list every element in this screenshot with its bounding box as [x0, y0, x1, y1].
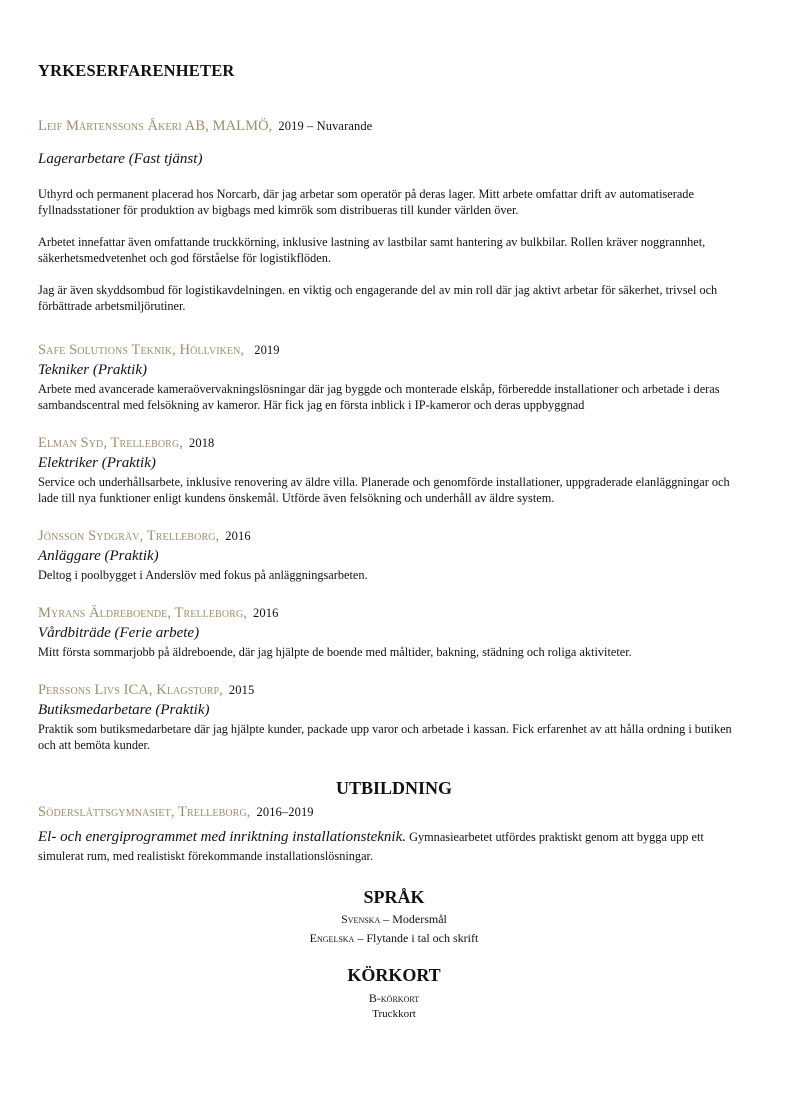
company-name: Safe Solutions Teknik, Höllviken, [38, 342, 245, 358]
job-description: Jag är även skyddsombud för logistikavdelningen. en viktig och engagerande del av min roll där jag aktivt arbetar för säkerhet, trivsel och förbättrade arbetsmiljörutiner. [38, 283, 718, 313]
language-item [38, 931, 750, 946]
education-program: El- och energiprogrammet med inriktning installationsteknik. [38, 829, 406, 845]
job-company [38, 435, 750, 452]
job-company [38, 342, 750, 359]
job-company [38, 682, 750, 699]
job-entry [38, 605, 750, 660]
job-role: Tekniker (Praktik) [38, 362, 147, 378]
language-level: – Flytande i tal och skrift [357, 931, 479, 945]
education-heading: UTBILDNING [335, 778, 453, 798]
job-year: 2019 [254, 343, 280, 357]
job-description: Arbetet innefattar även omfattande truckkörning, inklusive lastning av lastbilar samt hantering av bulkbilar. Rollen kräver noggrannhet, säkerhetsmedvetenhet och god förståelse för logistikflöden. [38, 235, 706, 265]
job-entry [38, 528, 750, 583]
company-name: Jönsson Sydgräv, Trelleborg, [38, 528, 220, 544]
job-year: 2018 [189, 436, 215, 450]
education-entry [38, 804, 750, 866]
license-item: B-körkort [368, 991, 420, 1005]
experience-heading: YRKESERFARENHETER [38, 61, 235, 80]
job-company [38, 118, 750, 135]
language-item [38, 912, 750, 927]
job-description: Service och underhållsarbete, inklusive renovering av äldre villa. Planerade och genomförde installationer, uppgraderade elanläggningar och lade till nya funktioner enligt kundens önskemål. Utförde även felsökning och underhåll av äldre system. [38, 475, 730, 505]
job-year: 2016 [253, 606, 279, 620]
company-name: Perssons Livs ICA, Klagstorp, [38, 682, 223, 698]
job-year: 2015 [228, 683, 255, 697]
job-entry [38, 682, 750, 753]
job-role: Lagerarbetare (Fast tjänst) [38, 151, 203, 167]
language-level: – Modersmål [383, 912, 447, 926]
languages-heading: SPRÅK [363, 887, 425, 907]
job-description: Arbete med avancerade kameraövervakningslösningar där jag byggde och monterade elskåp, förberedde installationer och arbetade i deras sambandscentral med felsökning av kameror. Här fick jag en första inblick i IP-kameror och deras uppbyggnad [38, 382, 720, 412]
school-name: Söderslättsgymnasiet, Trelleborg, [38, 804, 251, 820]
job-company [38, 605, 750, 622]
job-role: Vårdbiträde (Ferie arbete) [38, 625, 200, 641]
license-heading: KÖRKORT [347, 965, 441, 985]
job-company [38, 528, 750, 545]
education-years: 2016–2019 [256, 805, 314, 819]
education-description [38, 828, 750, 866]
company-name: Elman Syd, Trelleborg, [38, 435, 183, 451]
job-year: 2019 – Nuvarande [278, 119, 373, 133]
job-description: Mitt första sommarjobb på äldreboende, där jag hjälpte de boende med måltider, bakning, städning och roliga aktiviteter. [38, 645, 632, 659]
education-details: Gymnasiearbetet utfördes praktiskt genom att bygga upp ett simulerat rum, med realistiskt förekommande installationslösningar. [38, 830, 704, 863]
company-name: Leif Mårtenssons Åkeri AB, MALMÖ, [38, 118, 273, 134]
job-role: Butiksmedarbetare (Praktik) [38, 702, 210, 718]
job-role: Elektriker (Praktik) [38, 455, 156, 471]
job-entry [38, 435, 750, 506]
job-description: Praktik som butiksmedarbetare där jag hjälpte kunder, packade upp varor och arbetade i kassan. Fick erfarenhet av att hålla ordning i butiken och att bemöta kunder. [38, 722, 732, 752]
language-name: Svenska [341, 912, 381, 926]
job-role: Anläggare (Praktik) [38, 548, 159, 564]
language-name: Engelska [309, 931, 355, 945]
school [38, 804, 750, 821]
job-entry [38, 118, 750, 314]
job-entry [38, 342, 750, 413]
job-year: 2016 [225, 529, 251, 543]
job-description: Deltog i poolbygget i Anderslöv med fokus på anläggningsarbeten. [38, 568, 368, 582]
license-item: Truckkort [372, 1008, 416, 1020]
job-description: Uthyrd och permanent placerad hos Norcarb, där jag arbetar som operatör på deras lager. Mitt arbete omfattar drift av automatiserade fyllnadsstationer för produktion av bigbags med kimrök som distribueras till kunder världen över. [38, 187, 694, 217]
company-name: Myrans Äldreboende, Trelleborg, [38, 605, 248, 621]
